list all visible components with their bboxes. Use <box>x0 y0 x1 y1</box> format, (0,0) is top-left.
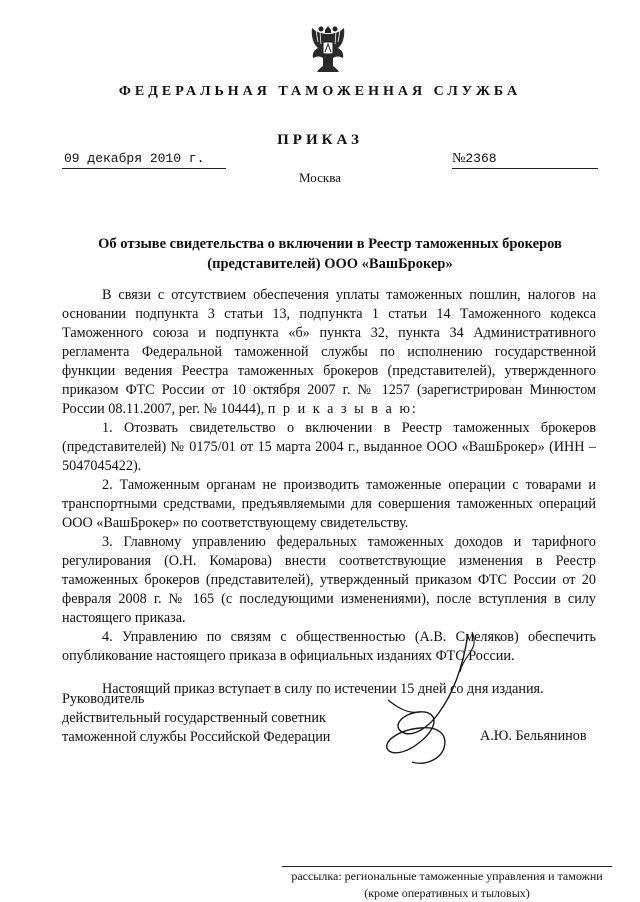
order-title-line2: (представителей) ООО «ВашБрокер» <box>207 256 453 272</box>
document-type: ПРИКАЗ <box>277 132 363 148</box>
handwritten-signature <box>368 630 558 780</box>
order-number-value: 2368 <box>465 151 497 166</box>
signatory-name: А.Ю. Бельянинов <box>480 728 587 744</box>
order-title <box>60 234 600 274</box>
distribution-line-1: рассылка: региональные таможенные управления и таможни <box>291 869 603 883</box>
order-date <box>62 150 226 169</box>
agency-name: ФЕДЕРАЛЬНАЯ ТАМОЖЕННАЯ СЛУЖБА <box>118 84 522 99</box>
distribution-note <box>282 868 612 902</box>
distribution-line-2: (кроме оперативных и тыловых) <box>364 886 530 900</box>
order-item-3: 3. Главному управлению федеральных таможенных доходов и тарифного регулирования (О.Н. Комарова) внести соответствующие изменения в Реестр таможенных брокеров (представителей), утвержденный приказом ФТС России от 20 февраля 2008 г. № 165 (с последующими изменениями), после вступления в силу настоящего приказа. <box>62 534 596 626</box>
order-item-4: 4. Управлению по связям с общественностью (А.В. Смеляков) обеспечить опубликование настоящего приказа в официальных изданиях ФТС России. <box>62 629 596 664</box>
order-number-prefix: № <box>452 151 466 166</box>
order-date-value: 09 декабря 2010 г. <box>64 151 205 166</box>
city: Москва <box>299 170 341 185</box>
order-item-2: 2. Таможенным органам не производить таможенные операции с товарами и транспортными средствами, предъявляемыми для совершения таможенных операций ООО «ВашБрокер» по соответствующему свидетельству. <box>62 477 596 531</box>
signatory-position <box>62 690 330 747</box>
effective-clause: Настоящий приказ вступает в силу по истечении 15 дней со дня издания. <box>102 681 544 697</box>
position-line-2: действительный государственный советник <box>62 710 326 726</box>
order-number <box>452 150 598 169</box>
position-line-3: таможенной службы Российской Федерации <box>62 729 331 745</box>
preamble-text: В связи с отсутствием обеспечения уплаты таможенных пошлин, налогов на основании подпункта 3 статьи 13, подпункта 1 статьи 14 Таможенного кодекса Таможенного союза и подпункта «б» пункта 32, пункта 34 Административного регламента Федеральной таможенной службы по исполнению государственной функции ведения Реестра таможенных брокеров (представителей), утвержденного приказом ФТС России от 10 октября 2007 г. № 1257 (зарегистрирован Минюстом России 08.11.2007, рег. № 10444), <box>62 287 596 417</box>
position-line-1: Руководитель <box>62 691 145 707</box>
coat-of-arms-icon <box>306 22 350 74</box>
footer-divider <box>282 866 612 867</box>
order-title-line1: Об отзыве свидетельства о включении в Реестр таможенных брокеров <box>98 236 562 252</box>
order-word: п р и к а з ы в а ю: <box>267 401 418 417</box>
order-item-1: 1. Отозвать свидетельство о включении в Реестр таможенных брокеров (представителей) № 0175/01 от 15 марта 2004 г., выданное ООО «ВашБрокер» (ИНН – 5047045422). <box>62 420 596 474</box>
preamble <box>62 286 596 419</box>
